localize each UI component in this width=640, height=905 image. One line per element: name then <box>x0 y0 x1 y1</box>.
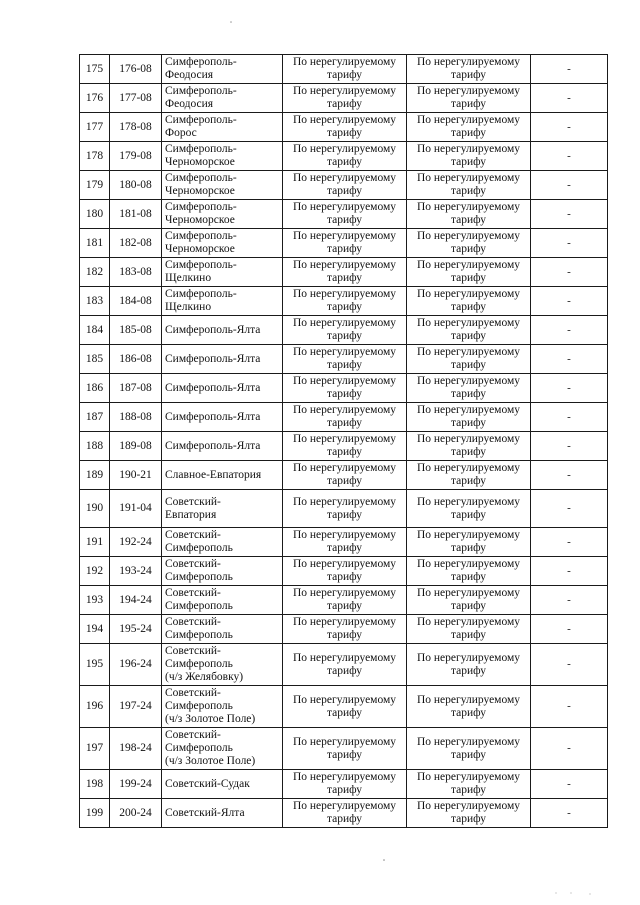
route-name-cell <box>162 171 283 200</box>
route-name-line: Симферополь-Ялта <box>165 439 261 452</box>
route-name-line: Черноморское <box>165 214 235 226</box>
note-dash: - <box>567 535 571 548</box>
table-row <box>80 142 608 171</box>
note-cell <box>531 432 608 461</box>
row-number-cell: 184 <box>80 316 110 345</box>
tariff-cell-1: По нерегулируемому тарифу <box>283 528 407 557</box>
row-number-cell: 199 <box>80 799 110 828</box>
route-name-cell <box>162 142 283 171</box>
route-name-cell <box>162 258 283 287</box>
route-code-cell: 179-08 <box>110 142 162 171</box>
route-name-line: Щелкино <box>165 272 212 284</box>
note-cell <box>531 728 608 770</box>
tariff-cell-1: По нерегулируемому тарифу <box>283 229 407 258</box>
route-name-line: Форос <box>165 127 197 139</box>
tariff-cell-1: По нерегулируемому тарифу <box>283 799 407 828</box>
route-name-cell <box>162 770 283 799</box>
tariff-cell-1: По нерегулируемому тарифу <box>283 171 407 200</box>
route-code-cell: 198-24 <box>110 728 162 770</box>
tariff-cell-2: По нерегулируемому тарифу <box>407 287 531 316</box>
tariff-cell-2: По нерегулируемому тарифу <box>407 171 531 200</box>
row-number-cell: 194 <box>80 615 110 644</box>
table-row <box>80 490 608 528</box>
route-name-line: (ч/з Золотое Поле) <box>165 755 256 767</box>
route-name-cell <box>162 644 283 686</box>
route-name-line: Черноморское <box>165 185 235 197</box>
tariff-cell-1: По нерегулируемому тарифу <box>283 316 407 345</box>
route-name-cell <box>162 55 283 84</box>
tariff-cell-2: По нерегулируемому тарифу <box>407 644 531 686</box>
note-dash: - <box>567 149 571 162</box>
route-name-line: Евпатория <box>165 508 217 521</box>
route-name-cell <box>162 686 283 728</box>
route-name-line: Симферополь- <box>165 288 237 300</box>
tariff-cell-2: По нерегулируемому тарифу <box>407 799 531 828</box>
route-name-cell <box>162 490 283 528</box>
route-name-line: Симферополь- <box>165 201 237 213</box>
route-name-line: (ч/з Золотое Поле) <box>165 713 256 725</box>
table-row <box>80 586 608 615</box>
note-dash: - <box>567 700 571 712</box>
row-number-cell: 192 <box>80 557 110 586</box>
table-row <box>80 258 608 287</box>
note-cell <box>531 345 608 374</box>
tariff-cell-2: По нерегулируемому тарифу <box>407 528 531 557</box>
route-code-cell: 188-08 <box>110 403 162 432</box>
note-dash: - <box>567 236 571 249</box>
route-name-line: Симферополь-Ялта <box>165 381 261 394</box>
routes-table-body <box>80 55 608 828</box>
route-code-cell: 190-21 <box>110 461 162 490</box>
tariff-cell-1: По нерегулируемому тарифу <box>283 113 407 142</box>
row-number-cell: 197 <box>80 728 110 770</box>
route-name-line: Симферополь <box>165 629 233 641</box>
note-dash: - <box>567 178 571 191</box>
table-row <box>80 84 608 113</box>
table-row <box>80 345 608 374</box>
row-number-cell: 195 <box>80 644 110 686</box>
note-dash: - <box>567 564 571 577</box>
note-cell <box>531 113 608 142</box>
route-name-line: Симферополь- <box>165 56 237 68</box>
route-name-line: Симферополь <box>165 571 233 583</box>
tariff-cell-1: По нерегулируемому тарифу <box>283 728 407 770</box>
note-cell <box>531 586 608 615</box>
note-cell <box>531 490 608 528</box>
route-name-line: Советский- <box>165 687 221 699</box>
tariff-cell-2: По нерегулируемому тарифу <box>407 770 531 799</box>
route-name-line: Симферополь <box>165 542 233 554</box>
route-name-line: Симферополь- <box>165 85 237 97</box>
route-name-cell <box>162 345 283 374</box>
tariff-cell-2: По нерегулируемому тарифу <box>407 403 531 432</box>
table-row <box>80 644 608 686</box>
route-code-cell: 193-24 <box>110 557 162 586</box>
note-cell <box>531 142 608 171</box>
table-row <box>80 113 608 142</box>
note-cell <box>531 528 608 557</box>
tariff-cell-1: По нерегулируемому тарифу <box>283 461 407 490</box>
row-number-cell: 175 <box>80 55 110 84</box>
route-name-line: Симферополь <box>165 658 233 670</box>
tariff-cell-2: По нерегулируемому тарифу <box>407 316 531 345</box>
route-name-cell <box>162 287 283 316</box>
tariff-cell-1: По нерегулируемому тарифу <box>283 374 407 403</box>
note-dash: - <box>567 265 571 278</box>
tariff-cell-2: По нерегулируемому тарифу <box>407 142 531 171</box>
route-name-line: Советский- <box>165 529 221 541</box>
route-name-cell <box>162 586 283 615</box>
row-number-cell: 178 <box>80 142 110 171</box>
table-row <box>80 374 608 403</box>
route-name-line: Советский- <box>165 729 221 741</box>
tariff-cell-1: По нерегулируемому тарифу <box>283 403 407 432</box>
table-row <box>80 287 608 316</box>
note-cell <box>531 461 608 490</box>
route-name-line: Симферополь <box>165 600 233 612</box>
route-name-line: Симферополь-Ялта <box>165 323 261 336</box>
tariff-cell-2: По нерегулируемому тарифу <box>407 229 531 258</box>
route-name-line: Славное-Евпатория <box>165 468 262 481</box>
tariff-cell-1: По нерегулируемому тарифу <box>283 55 407 84</box>
tariff-cell-2: По нерегулируемому тарифу <box>407 615 531 644</box>
route-name-line: Советский- <box>165 558 221 570</box>
route-name-line: (ч/з Желябовку) <box>165 671 244 683</box>
route-name-line: Симферополь- <box>165 143 237 155</box>
tariff-cell-2: По нерегулируемому тарифу <box>407 374 531 403</box>
route-name-line: Симферополь <box>165 742 233 754</box>
note-dash: - <box>567 468 571 481</box>
table-row <box>80 55 608 84</box>
tariff-cell-1: По нерегулируемому тарифу <box>283 644 407 686</box>
route-name-cell <box>162 432 283 461</box>
tariff-cell-1: По нерегулируемому тарифу <box>283 586 407 615</box>
row-number-cell: 182 <box>80 258 110 287</box>
route-code-cell: 180-08 <box>110 171 162 200</box>
tariff-cell-2: По нерегулируемому тарифу <box>407 686 531 728</box>
tariff-cell-2: По нерегулируемому тарифу <box>407 557 531 586</box>
route-code-cell: 181-08 <box>110 200 162 229</box>
tariff-cell-1: По нерегулируемому тарифу <box>283 770 407 799</box>
row-number-cell: 179 <box>80 171 110 200</box>
table-row <box>80 432 608 461</box>
route-name-line: Симферополь- <box>165 172 237 184</box>
route-name-line: Феодосия <box>165 98 214 110</box>
note-cell <box>531 770 608 799</box>
route-name-line: Щелкино <box>165 301 212 313</box>
route-name-cell <box>162 200 283 229</box>
row-number-cell: 180 <box>80 200 110 229</box>
route-name-cell <box>162 728 283 770</box>
row-number-cell: 189 <box>80 461 110 490</box>
route-name-cell <box>162 403 283 432</box>
route-name-line: Симферополь <box>165 700 233 712</box>
tariff-cell-1: По нерегулируемому тарифу <box>283 432 407 461</box>
route-code-cell: 195-24 <box>110 615 162 644</box>
route-name-line: Симферополь-Ялта <box>165 410 261 423</box>
tariff-cell-2: По нерегулируемому тарифу <box>407 258 531 287</box>
row-number-cell: 198 <box>80 770 110 799</box>
note-cell <box>531 316 608 345</box>
table-row <box>80 557 608 586</box>
route-name-line: Симферополь-Ялта <box>165 352 261 365</box>
note-dash: - <box>567 120 571 133</box>
row-number-cell: 193 <box>80 586 110 615</box>
route-code-cell: 187-08 <box>110 374 162 403</box>
table-row <box>80 686 608 728</box>
row-number-cell: 188 <box>80 432 110 461</box>
note-dash: - <box>567 593 571 606</box>
table-row <box>80 461 608 490</box>
table-row <box>80 200 608 229</box>
note-dash: - <box>567 777 571 790</box>
route-code-cell: 185-08 <box>110 316 162 345</box>
tariff-cell-2: По нерегулируемому тарифу <box>407 461 531 490</box>
note-cell <box>531 55 608 84</box>
route-name-cell <box>162 113 283 142</box>
route-name-line: Черноморское <box>165 243 235 255</box>
note-cell <box>531 799 608 828</box>
route-code-cell: 191-04 <box>110 490 162 528</box>
note-cell <box>531 615 608 644</box>
row-number-cell: 196 <box>80 686 110 728</box>
route-code-cell: 176-08 <box>110 55 162 84</box>
tariff-cell-1: По нерегулируемому тарифу <box>283 490 407 528</box>
note-dash: - <box>567 323 571 336</box>
route-name-cell <box>162 374 283 403</box>
route-code-cell: 183-08 <box>110 258 162 287</box>
route-code-cell: 184-08 <box>110 287 162 316</box>
note-cell <box>531 84 608 113</box>
route-name-line: Советский-Судак <box>165 777 250 790</box>
route-code-cell: 194-24 <box>110 586 162 615</box>
note-dash: - <box>567 62 571 75</box>
note-cell <box>531 686 608 728</box>
note-dash: - <box>567 91 571 104</box>
note-cell <box>531 200 608 229</box>
route-code-cell: 186-08 <box>110 345 162 374</box>
table-row <box>80 728 608 770</box>
tariff-cell-2: По нерегулируемому тарифу <box>407 84 531 113</box>
route-name-line: Советский- <box>165 645 221 657</box>
tariff-cell-2: По нерегулируемому тарифу <box>407 432 531 461</box>
note-cell <box>531 644 608 686</box>
row-number-cell: 181 <box>80 229 110 258</box>
route-name-cell <box>162 461 283 490</box>
route-name-line: Черноморское <box>165 156 235 168</box>
note-cell <box>531 258 608 287</box>
note-cell <box>531 557 608 586</box>
routes-table <box>79 54 608 828</box>
tariff-cell-1: По нерегулируемому тарифу <box>283 287 407 316</box>
route-name-cell <box>162 799 283 828</box>
route-code-cell: 200-24 <box>110 799 162 828</box>
row-number-cell: 177 <box>80 113 110 142</box>
tariff-cell-1: По нерегулируемому тарифу <box>283 345 407 374</box>
route-name-line: Феодосия <box>165 69 214 81</box>
note-dash: - <box>567 742 571 754</box>
table-row <box>80 229 608 258</box>
note-dash: - <box>567 381 571 394</box>
route-name-cell <box>162 528 283 557</box>
note-dash: - <box>567 502 571 514</box>
table-row <box>80 615 608 644</box>
tariff-cell-2: По нерегулируемому тарифу <box>407 113 531 142</box>
route-name-cell <box>162 615 283 644</box>
note-cell <box>531 374 608 403</box>
row-number-cell: 185 <box>80 345 110 374</box>
tariff-cell-1: По нерегулируемому тарифу <box>283 686 407 728</box>
route-name-line: Симферополь- <box>165 259 237 271</box>
route-code-cell: 199-24 <box>110 770 162 799</box>
route-name-line: Советский- <box>165 495 221 508</box>
route-name-cell <box>162 229 283 258</box>
tariff-cell-2: По нерегулируемому тарифу <box>407 55 531 84</box>
table-row <box>80 403 608 432</box>
route-name-line: Советский- <box>165 587 221 599</box>
table-row <box>80 171 608 200</box>
note-dash: - <box>567 658 571 670</box>
note-dash: - <box>567 622 571 635</box>
row-number-cell: 186 <box>80 374 110 403</box>
tariff-cell-2: По нерегулируемому тарифу <box>407 586 531 615</box>
note-cell <box>531 171 608 200</box>
tariff-cell-2: По нерегулируемому тарифу <box>407 490 531 528</box>
route-name-cell <box>162 84 283 113</box>
tariff-cell-2: По нерегулируемому тарифу <box>407 200 531 229</box>
note-dash: - <box>567 352 571 365</box>
table-row <box>80 799 608 828</box>
tariff-cell-2: По нерегулируемому тарифу <box>407 728 531 770</box>
route-name-line: Советский- <box>165 616 221 628</box>
tariff-cell-2: По нерегулируемому тарифу <box>407 345 531 374</box>
note-cell <box>531 229 608 258</box>
note-cell <box>531 287 608 316</box>
row-number-cell: 187 <box>80 403 110 432</box>
table-row <box>80 770 608 799</box>
row-number-cell: 176 <box>80 84 110 113</box>
tariff-cell-1: По нерегулируемому тарифу <box>283 557 407 586</box>
note-dash: - <box>567 294 571 307</box>
route-name-line: Симферополь- <box>165 114 237 126</box>
tariff-cell-1: По нерегулируемому тарифу <box>283 200 407 229</box>
route-name-cell <box>162 316 283 345</box>
note-dash: - <box>567 806 571 819</box>
row-number-cell: 191 <box>80 528 110 557</box>
table-row <box>80 316 608 345</box>
note-dash: - <box>567 410 571 423</box>
tariff-cell-1: По нерегулируемому тарифу <box>283 615 407 644</box>
route-code-cell: 192-24 <box>110 528 162 557</box>
tariff-cell-1: По нерегулируемому тарифу <box>283 84 407 113</box>
row-number-cell: 190 <box>80 490 110 528</box>
table-row <box>80 528 608 557</box>
route-name-cell <box>162 557 283 586</box>
route-name-line: Симферополь- <box>165 230 237 242</box>
route-code-cell: 182-08 <box>110 229 162 258</box>
tariff-cell-1: По нерегулируемому тарифу <box>283 258 407 287</box>
note-dash: - <box>567 207 571 220</box>
tariff-cell-1: По нерегулируемому тарифу <box>283 142 407 171</box>
route-code-cell: 178-08 <box>110 113 162 142</box>
note-dash: - <box>567 439 571 452</box>
route-name-line: Советский-Ялта <box>165 806 245 819</box>
row-number-cell: 183 <box>80 287 110 316</box>
route-code-cell: 189-08 <box>110 432 162 461</box>
route-code-cell: 197-24 <box>110 686 162 728</box>
note-cell <box>531 403 608 432</box>
route-code-cell: 177-08 <box>110 84 162 113</box>
route-code-cell: 196-24 <box>110 644 162 686</box>
